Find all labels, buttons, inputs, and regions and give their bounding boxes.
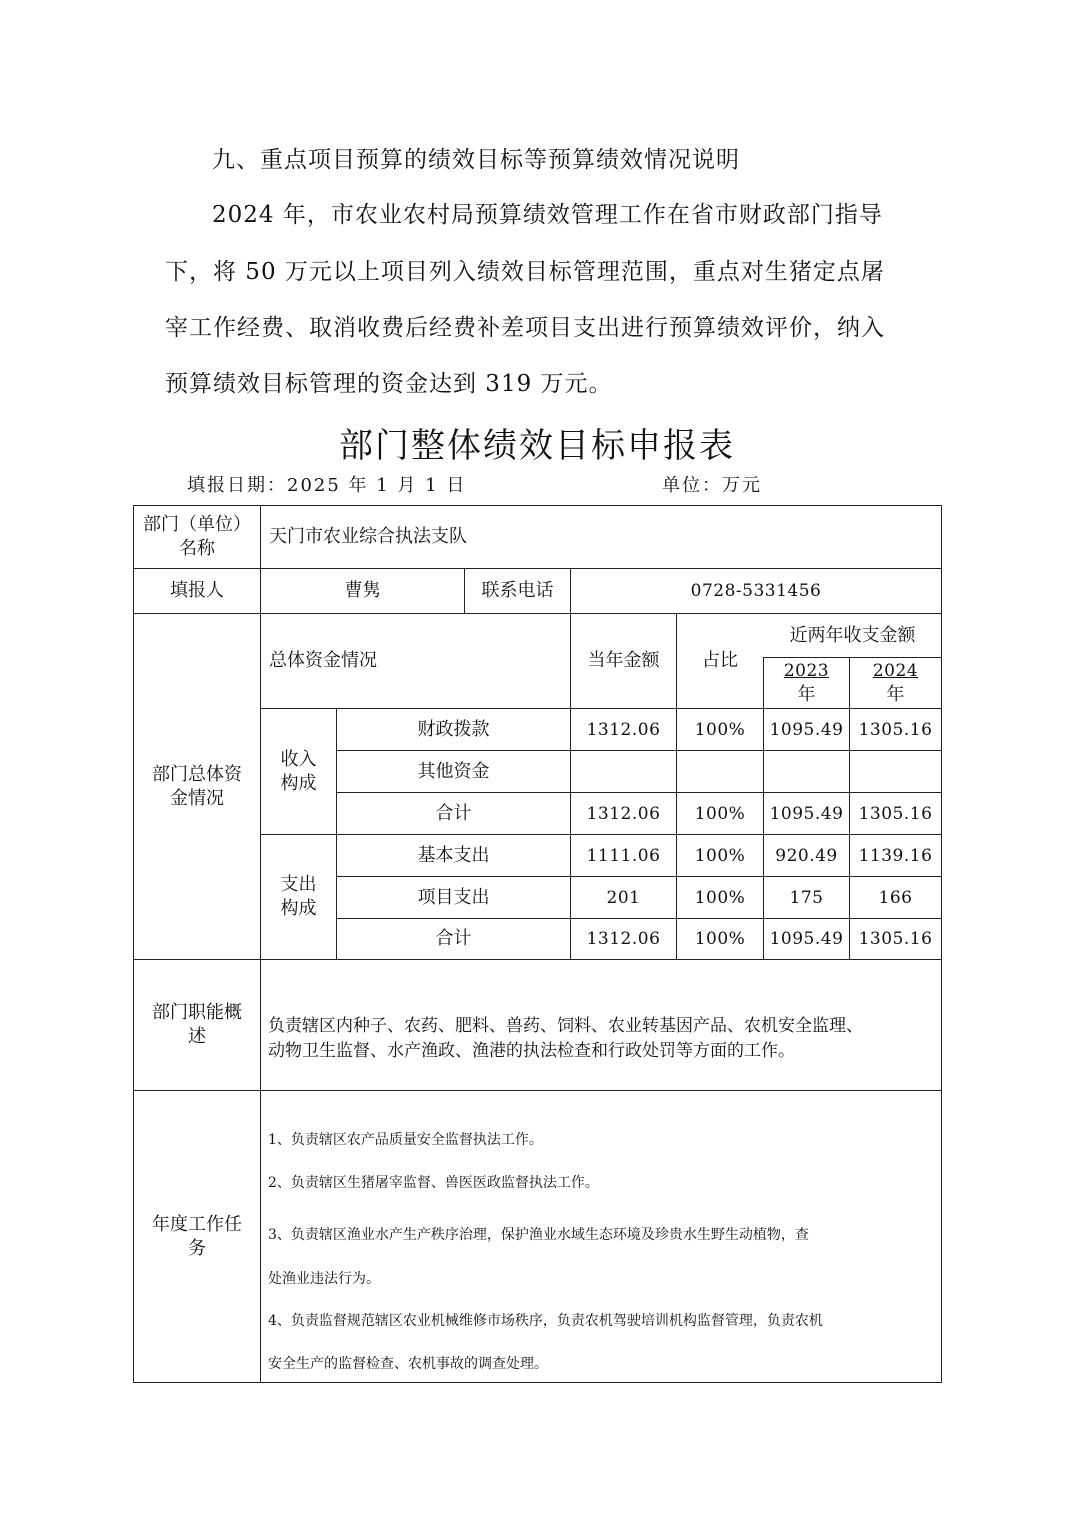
table-cell-amount: 1312.06 (586, 719, 661, 740)
year-2024-header (850, 658, 941, 708)
intro-line-3: 宰工作经费、取消收费后经费补差项目支出进行预算绩效评价，纳入 (165, 315, 885, 341)
list-item: 1、负责辖区农产品质量安全监督执法工作。 (268, 1132, 543, 1148)
intro-line-1: 2024 年，市农业农村局预算绩效管理工作在省市财政部门指导 (212, 202, 883, 228)
section-heading: 九、重点项目预算的绩效目标等预算绩效情况说明 (212, 147, 740, 173)
table-cell-2024: 1139.16 (858, 845, 933, 866)
table-cell-amount (571, 751, 676, 792)
intro-line-2: 下，将 50 万元以上项目列入绩效目标管理范围，重点对生猪定点屠 (165, 259, 885, 285)
form-title: 部门整体绩效目标申报表 (339, 426, 735, 466)
table-cell-amount: 201 (606, 887, 641, 908)
table-cell-2024: 1305.16 (858, 719, 933, 740)
table-cell-ratio: 100% (694, 887, 746, 908)
table-cell-ratio: 100% (694, 845, 746, 866)
table-cell-2023 (764, 751, 849, 792)
expense-label: 支出构成 (280, 874, 317, 919)
list-item: 4、负责监督规范辖区农业机械维修市场秩序，负责农机驾驶培训机构监督管理，负责农机 (268, 1313, 823, 1329)
phone-label: 联系电话 (481, 580, 554, 601)
year-suffix: 年 (886, 684, 905, 705)
year-2024-label: 2024 (872, 661, 919, 681)
table-cell-2024: 1305.16 (858, 803, 933, 824)
year-suffix: 年 (797, 684, 816, 705)
table-cell-2023: 175 (789, 887, 824, 908)
ratio-label: 占比 (702, 650, 738, 671)
table-cell-2023: 920.49 (775, 845, 838, 866)
list-item: 3、负责辖区渔业水产生产秩序治理，保护渔业水域生态环境及珍贵水生野生动植物，查 (268, 1227, 809, 1243)
table-cell-ratio: 100% (694, 719, 746, 740)
table-cell-2024 (850, 751, 941, 792)
dept-name-value: 天门市农业综合执法支队 (269, 526, 467, 547)
table-cell-ratio (677, 751, 763, 792)
unit-label: 单位：万元 (662, 475, 762, 496)
year-2023-header (764, 658, 849, 708)
phone-value: 0728-5331456 (690, 581, 822, 601)
list-item: 2、负责辖区生猪屠宰监督、兽医医政监督执法工作。 (268, 1175, 599, 1191)
funds-label: 部门总体资金情况 (152, 763, 242, 809)
list-item: 处渔业违法行为。 (268, 1271, 380, 1287)
table-cell-amount: 1312.06 (586, 803, 661, 824)
overall-funds-label: 总体资金情况 (269, 650, 377, 671)
table-row-name: 合计 (435, 802, 472, 824)
table-row-name: 其他资金 (417, 760, 490, 782)
fill-date: 填报日期：2025 年 1 月 1 日 (187, 475, 467, 496)
table-cell-2024: 166 (878, 887, 913, 908)
table-cell-ratio: 100% (694, 803, 746, 824)
function-label: 部门职能概述 (152, 1002, 242, 1047)
function-text (268, 1014, 863, 1064)
filler-label: 填报人 (170, 580, 224, 601)
table-cell-amount: 1312.06 (586, 929, 661, 949)
table-cell-2023: 1095.49 (769, 929, 844, 949)
task-label: 年度工作任务 (152, 1213, 242, 1259)
current-amount-label: 当年金额 (587, 650, 660, 671)
function-line-1: 负责辖区内种子、农药、肥料、兽药、饲料、农业转基因产品、农机安全监理、 (268, 1016, 863, 1036)
table-row-name: 项目支出 (417, 886, 490, 908)
function-line-2: 动物卫生监督、水产渔政、渔港的执法检查和行政处罚等方面的工作。 (268, 1041, 795, 1061)
dept-name-label: 部门（单位）名称 (143, 514, 251, 559)
table-cell-2024: 1305.16 (858, 929, 933, 949)
recent-years-label: 近两年收支金额 (789, 624, 916, 646)
intro-line-4: 预算绩效目标管理的资金达到 319 万元。 (165, 371, 613, 397)
table-cell-2023: 1095.49 (769, 803, 844, 824)
table-row-name: 合计 (435, 928, 472, 949)
year-2023-label: 2023 (783, 661, 830, 681)
table-row-name: 基本支出 (417, 844, 490, 866)
income-label: 收入构成 (280, 748, 317, 794)
table-cell-2023: 1095.49 (769, 719, 844, 740)
table-cell-ratio: 100% (694, 929, 746, 949)
list-item: 安全生产的监督检查、农机事故的调查处理。 (268, 1356, 548, 1372)
table-row-name: 财政拨款 (417, 718, 490, 740)
filler-name: 曹隽 (344, 580, 381, 601)
table-cell-amount: 1111.06 (586, 845, 661, 866)
